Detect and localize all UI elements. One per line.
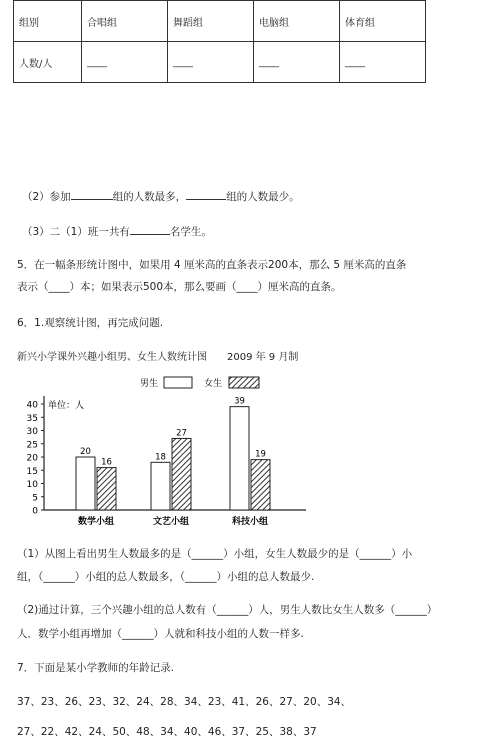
table-header-row xyxy=(14,1,426,42)
group-table xyxy=(13,0,426,83)
chart-legend xyxy=(140,377,259,389)
q2-blank-1 xyxy=(71,199,113,200)
y-tick-label: 30 xyxy=(26,427,38,437)
question-6-2-line-1: （2)通过计算，三个兴趣小组的总人数有（______）人，男生人数比女生人数多（______） xyxy=(17,604,438,616)
q2-text-c: 组的人数最少。 xyxy=(226,191,300,203)
table-cell-blank: ____ xyxy=(168,42,254,83)
table-cell-blank: ____ xyxy=(254,42,340,83)
table-row-label: 人数/人 xyxy=(14,42,82,83)
bar-value-label: 16 xyxy=(101,457,112,468)
bar-boys xyxy=(151,462,170,510)
question-5-line-1: 5．在一幅条形统计图中，如果用 4 厘米高的直条表示200本，那么 5 厘米高的直条 xyxy=(17,259,407,271)
x-tick-label: 科技小组 xyxy=(231,517,269,527)
q2-text-b: 组的人数最多， xyxy=(112,191,187,203)
q3-blank xyxy=(130,234,170,235)
bar-boys xyxy=(230,407,249,510)
question-6-2-line-2: 人．数学小组再增加（______）人就和科技小组的人数一样多. xyxy=(17,628,304,640)
x-tick-label: 数学小组 xyxy=(77,517,115,527)
table-header-cell: 组别 xyxy=(14,1,82,42)
question-7-title: 7．下面是某小学教师的年龄记录. xyxy=(17,662,175,674)
bar-value-label: 27 xyxy=(176,428,187,439)
legend-swatch-boys xyxy=(164,377,192,388)
y-axis-unit-label: 单位：人 xyxy=(48,401,85,411)
bar-value-label: 20 xyxy=(80,447,91,457)
y-tick-label: 15 xyxy=(26,466,38,477)
y-axis-ticks xyxy=(27,401,44,517)
question-5-line-2: 表示（____）本；如果表示500本，那么要画（____）厘米高的直条。 xyxy=(17,281,342,293)
y-tick-label: 10 xyxy=(26,480,38,490)
question-6-1-line-1: （1）从图上看出男生人数最多的是（______）小组，女生人数最少的是（______）小 xyxy=(17,548,413,560)
table-header-cell: 合唱组 xyxy=(82,1,168,42)
y-tick-label: 40 xyxy=(26,400,38,411)
q3-text-b: 名学生。 xyxy=(169,226,212,238)
question-7-ages-line-1: 37、23、26、23、32、24、28、34、23、41、26、27、20、34、 xyxy=(17,696,352,708)
chart-caption: 新兴小学课外兴趣小组男、女生人数统计图 2009 年 9 月制 xyxy=(17,352,299,363)
y-tick-label: 35 xyxy=(26,413,38,424)
bar-value-label: 19 xyxy=(255,449,266,460)
question-6-1-line-2: 组，（______）小组的总人数最多，（______）小组的总人数最少. xyxy=(17,571,315,583)
x-axis-labels xyxy=(78,515,268,527)
question-6-title: 6．1.观察统计图，再完成问题. xyxy=(17,317,164,329)
y-tick-label: 20 xyxy=(26,453,38,464)
bar-girls xyxy=(172,438,191,510)
bar-girls xyxy=(97,468,116,510)
legend-label-boys: 男生 xyxy=(140,379,159,389)
bar-girls xyxy=(251,460,270,510)
question-7-ages-line-2: 27、22、42、24、50、48、34、40、46、37、25、38、37 xyxy=(17,726,317,738)
y-tick-label: 25 xyxy=(26,440,38,451)
x-tick-label: 文艺小组 xyxy=(152,517,190,527)
bar-value-label: 18 xyxy=(155,452,166,463)
q2-blank-2 xyxy=(186,199,226,200)
bar-boys xyxy=(76,457,95,510)
q3-text-a: （3）二（1）班一共有 xyxy=(22,226,130,238)
legend-swatch-girls xyxy=(229,377,259,388)
table-header-cell: 舞蹈组 xyxy=(168,1,254,42)
y-tick-label: 0 xyxy=(32,506,38,517)
question-3 xyxy=(22,224,212,239)
table-header-cell: 体育组 xyxy=(340,1,426,42)
bar-chart xyxy=(14,362,314,532)
table-cell-blank: ____ xyxy=(82,42,168,83)
table-row xyxy=(14,42,426,83)
y-tick-label: 5 xyxy=(32,493,38,504)
question-2 xyxy=(22,189,300,204)
table-cell-blank: ____ xyxy=(340,42,426,83)
bar-value-label: 39 xyxy=(234,396,245,407)
chart-bars xyxy=(76,397,270,510)
table-header-cell: 电脑组 xyxy=(254,1,340,42)
legend-label-girls: 女生 xyxy=(204,379,223,389)
q2-text-a: （2）参加 xyxy=(22,191,71,203)
